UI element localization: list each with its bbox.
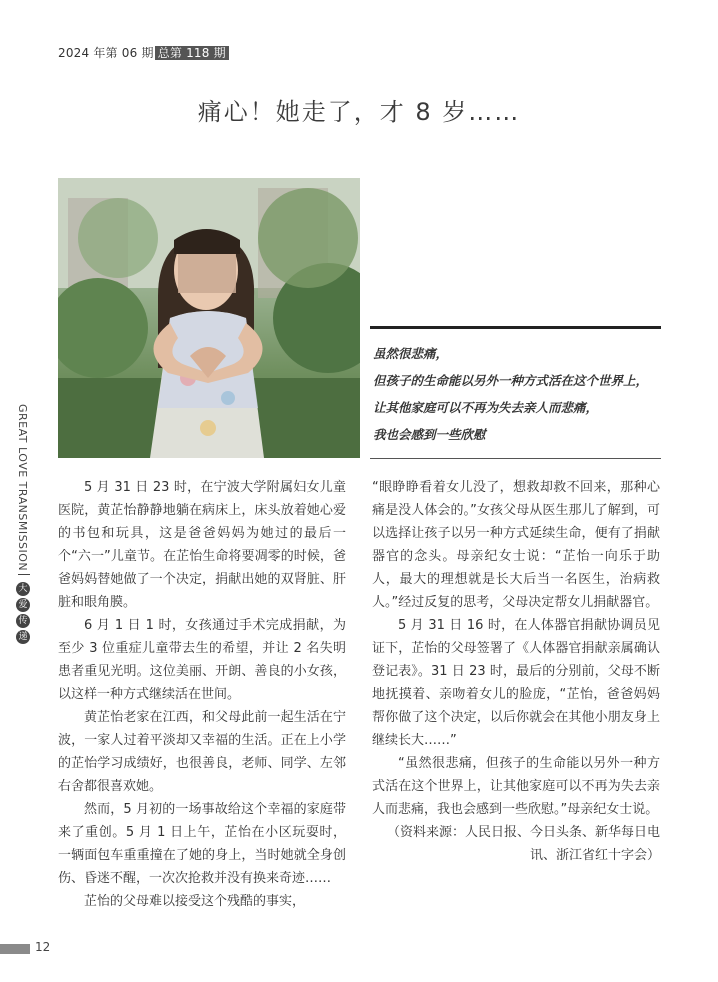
section-side-label [14,404,34,642]
section-label-char: 大 [16,582,30,596]
article-paragraph-continued: “眼睁睁看着女儿没了，想救却救不回来，那种心痛是没人体会的。”女孩父母从医生那儿了解到，可以选择让孩子以另一种方式延续生命，便有了捐献器官的念头。母亲纪女士说：“芷怡一向乐于助人，最大的理想就是长大后当一名医生，治病救人。”经过反复的思考，父母决定帮女儿捐献器官。 [372,480,660,610]
article-paragraph: “虽然很悲痛，但孩子的生命能以另外一种方式活在这个世界上，让其他家庭可以不再为失去亲人而悲痛，我也会感到一些欣慰。”母亲纪女士说。 [372,756,660,817]
article-title: 痛心！她走了，才 8 岁…… [197,98,521,126]
article-paragraph: 芷怡的父母难以接受这个残酷的事实， [84,894,306,909]
footer-bar [0,944,30,954]
pull-quote [373,340,661,448]
pull-quote-line: 虽然很悲痛， [373,346,449,361]
page-number: 12 [35,940,51,954]
article-paragraph: 5 月 31 日 23 时，在宁波大学附属妇女儿童医院，黄芷怡静静地躺在病床上，床头放着她心爱的书包和玩具，这是爸爸妈妈为她过的最后一个“六一”儿童节。在芷怡生命将要凋零的时候，爸爸妈妈替她做了一个决定，捐献出她的双肾脏、肝脏和眼角膜。 [58,480,346,610]
pull-quote-line: 但孩子的生命能以另外一种方式活在这个世界上， [373,373,649,388]
section-label-char: 传 [16,614,30,628]
article-paragraph: 然而，5 月初的一场事故给这个幸福的家庭带来了重创。5 月 1 日上午，芷怡在小区玩耍时，一辆面包车重重撞在了她的身上，当时她就全身创伤、昏迷不醒，一次次抢救并没有换来奇迹…… [58,802,346,886]
source-citation: （资料来源：人民日报、今日头条、新华每日电讯、浙江省红十字会） [386,825,660,863]
article-photo [58,178,360,458]
section-label-char: 递 [16,630,30,644]
article-column-right [372,476,660,867]
issue-info [58,44,229,61]
quote-rule-top [370,326,661,329]
total-issue-badge: 总第 118 期 [155,46,229,60]
girl-photo-illustration [58,178,360,458]
pull-quote-line: 我也会感到一些欣慰 [373,427,486,442]
section-label-chinese [16,582,32,646]
article-column-left [58,476,346,913]
pull-quote-line: 让其他家庭可以不再为失去亲人而悲痛， [373,400,599,415]
quote-rule-bottom [370,458,661,459]
section-label-char: 爱 [16,598,30,612]
article-paragraph: 黄芷怡老家在江西，和父母此前一起生活在宁波，一家人过着平淡却又幸福的生活。正在上小学的芷怡学习成绩好，也很善良，老师、同学、左邻右舍都很喜欢她。 [58,710,346,794]
section-label-english: GREAT LOVE TRANSMISSION [16,404,29,572]
issue-label: 2024 年第 06 期 [58,46,154,60]
article-paragraph: 5 月 31 日 16 时，在人体器官捐献协调员见证下，芷怡的父母签署了《人体器官捐献亲属确认登记表》。31 日 23 时，最后的分别前，父母不断地抚摸着、亲吻着女儿的脸庞，“芷怡，爸爸妈妈帮你做了这个决定，以后你就会在其他小朋友身上继续长大……” [372,618,660,748]
section-label-divider [18,574,30,575]
article-paragraph: 6 月 1 日 1 时，女孩通过手术完成捐献，为至少 3 位重症儿童带去生的希望，并让 2 名失明患者重见光明。这位美丽、开朗、善良的小女孩，以这样一种方式继续活在世间。 [58,618,346,702]
